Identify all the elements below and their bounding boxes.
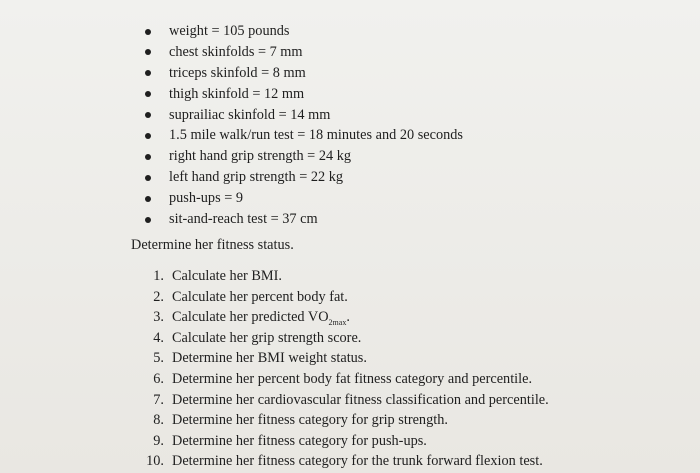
task-item [140, 348, 549, 369]
task-number: 4. [153, 329, 164, 346]
task-number: 10. [146, 453, 164, 470]
bullet-icon [145, 217, 151, 223]
task-text: Determine her fitness category for the trunk forward flexion test. [172, 453, 543, 470]
task-item [140, 266, 549, 287]
list-item [145, 146, 463, 167]
task-number: 5. [153, 350, 164, 367]
bullet-icon [145, 175, 151, 181]
task-number: 3. [153, 309, 164, 326]
task-item [140, 307, 549, 328]
list-item [145, 105, 463, 126]
list-item-text: 1.5 mile walk/run test = 18 minutes and 20 seconds [169, 127, 463, 144]
list-item-text: right hand grip strength = 24 kg [169, 148, 351, 165]
measurements-list [145, 21, 463, 230]
list-item [145, 167, 463, 188]
task-item [140, 451, 549, 472]
task-item [140, 410, 549, 431]
task-text: Determine her cardiovascular fitness classification and percentile. [172, 391, 549, 408]
task-subscript: 2max [328, 318, 347, 328]
bullet-icon [145, 91, 151, 97]
tasks-list [140, 266, 549, 472]
list-item-text: chest skinfolds = 7 mm [169, 43, 303, 60]
task-text: Calculate her predicted VO [172, 309, 329, 326]
list-item [145, 63, 463, 84]
list-item [145, 209, 463, 230]
task-item [140, 369, 549, 390]
bullet-icon [145, 133, 151, 139]
task-text: Calculate her grip strength score. [172, 329, 362, 346]
bullet-icon [145, 49, 151, 55]
list-item-text: left hand grip strength = 22 kg [169, 169, 344, 186]
list-item-text: suprailiac skinfold = 14 mm [169, 106, 331, 123]
bullet-icon [145, 29, 151, 35]
task-text-end: . [346, 309, 350, 326]
list-item-text: weight = 105 pounds [169, 23, 290, 39]
task-number: 9. [153, 432, 164, 449]
bullet-icon [145, 196, 151, 202]
list-item-text: thigh skinfold = 12 mm [169, 85, 305, 102]
list-item [145, 42, 463, 63]
list-item-text: sit-and-reach test = 37 cm [169, 211, 318, 228]
task-text: Determine her fitness category for grip strength. [172, 412, 448, 429]
task-item [140, 390, 549, 411]
task-item [140, 431, 549, 452]
list-item [145, 84, 463, 105]
list-item-text: push-ups = 9 [169, 190, 243, 207]
bullet-icon [145, 112, 151, 118]
task-number: 1. [153, 268, 164, 284]
task-item [140, 287, 549, 308]
task-text: Determine her BMI weight status. [172, 350, 367, 367]
task-text: Determine her fitness category for push-ups. [172, 432, 427, 449]
task-text: Determine her percent body fat fitness category and percentile. [172, 370, 533, 387]
instruction-text: Determine her fitness status. [131, 237, 294, 253]
list-item [145, 125, 463, 146]
bullet-icon [145, 154, 151, 160]
bullet-icon [145, 70, 151, 76]
task-item [140, 328, 549, 349]
task-number: 7. [153, 391, 164, 408]
task-number: 8. [153, 412, 164, 429]
list-item [145, 21, 463, 42]
task-text: Calculate her BMI. [172, 268, 282, 284]
task-text: Calculate her percent body fat. [172, 288, 348, 305]
task-number: 6. [153, 370, 164, 387]
list-item [145, 188, 463, 209]
list-item-text: triceps skinfold = 8 mm [169, 64, 306, 81]
task-number: 2. [153, 288, 164, 305]
